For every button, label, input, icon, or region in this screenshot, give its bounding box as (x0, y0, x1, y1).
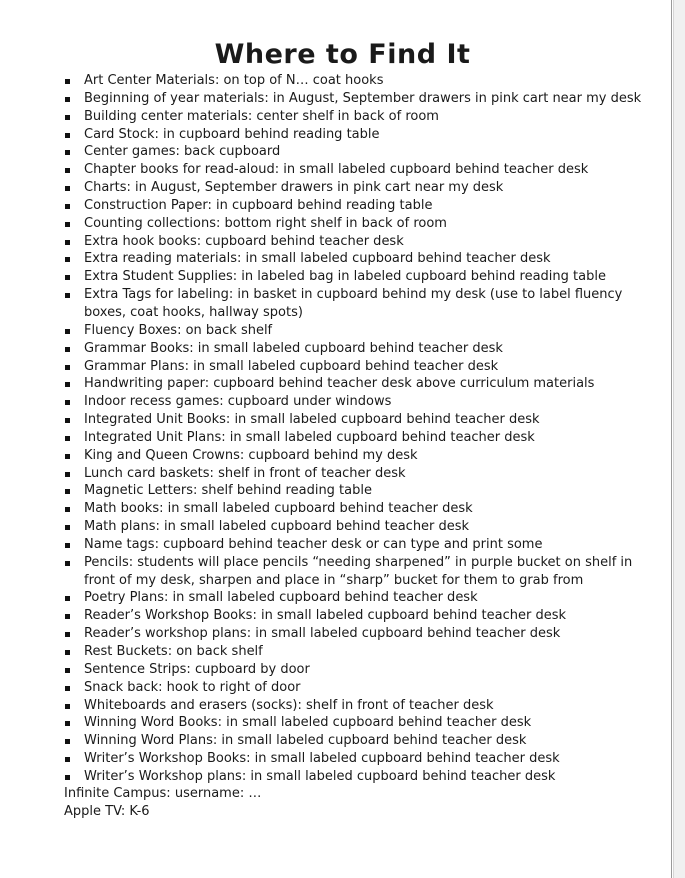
bullet-icon (65, 596, 70, 601)
list-item-text: Counting collections: bottom right shelf in back of room (84, 215, 447, 231)
list-item-text: Integrated Unit Books: in small labeled cupboard behind teacher desk (84, 412, 540, 428)
list-item-text: Charts: in August, September drawers in pink cart near my desk (84, 180, 504, 196)
list-item (64, 661, 644, 679)
bullet-icon (65, 739, 70, 744)
bullet-icon (65, 204, 70, 209)
bullet-icon (65, 79, 70, 84)
infinite-campus-line: Infinite Campus: username: … (64, 786, 262, 801)
list-item (64, 732, 644, 750)
page-title: Where to Find It (214, 39, 471, 70)
list-item-text: Math books: in small labeled cupboard behind teacher desk (84, 501, 473, 517)
bullet-icon (65, 507, 70, 512)
list-item (64, 108, 644, 126)
list-item (64, 179, 644, 197)
list-item-text: Name tags: cupboard behind teacher desk or can type and print some (84, 536, 543, 552)
list-item-text: Construction Paper: in cupboard behind reading table (84, 197, 433, 213)
bullet-icon (65, 472, 70, 477)
list-item-text: Lunch card baskets: shelf in front of teacher desk (84, 465, 406, 481)
list-item-text: Sentence Strips: cupboard by door (84, 661, 310, 677)
list-item-text: Card Stock: in cupboard behind reading table (84, 126, 380, 142)
bullet-icon (65, 489, 70, 494)
bullet-icon (65, 257, 70, 262)
bullet-icon (65, 775, 70, 780)
list-item-text: Fluency Boxes: on back shelf (84, 322, 273, 338)
list-item-text: Grammar Books: in small labeled cupboard behind teacher desk (84, 340, 503, 356)
apple-tv-line: Apple TV: K-6 (64, 804, 150, 819)
list-item (64, 482, 644, 500)
list-item-text: Integrated Unit Plans: in small labeled cupboard behind teacher desk (84, 429, 535, 445)
list-item-text: Extra reading materials: in small labeled cupboard behind teacher desk (84, 251, 551, 267)
list-item (64, 500, 644, 518)
list-item-text: Building center materials: center shelf in back of room (84, 108, 439, 124)
bullet-icon (65, 632, 70, 637)
list-item-text: Art Center Materials: on top of N… coat hooks (84, 73, 384, 88)
list-item (64, 72, 644, 90)
list-item (64, 340, 644, 358)
bullet-icon (65, 115, 70, 120)
bullet-icon (65, 721, 70, 726)
list-item-text: Pencils: students will place pencils “needing sharpened” in purple bucket on shelf in front of my desk, sharpen and place in “sharp” bucket for them to grab from (84, 554, 633, 588)
bullet-icon (65, 400, 70, 405)
list-item (64, 536, 644, 554)
list-item (64, 322, 644, 340)
bullet-icon (65, 293, 70, 298)
list-item (64, 286, 644, 322)
bullet-icon (65, 418, 70, 423)
bullet-icon (65, 561, 70, 566)
list-item (64, 768, 644, 786)
list-item-text: Chapter books for read-aloud: in small labeled cupboard behind teacher desk (84, 162, 589, 178)
bullet-icon (65, 382, 70, 387)
bullet-icon (65, 240, 70, 245)
list-item (64, 393, 644, 411)
list-item (64, 411, 644, 429)
bullet-icon (65, 97, 70, 102)
list-item (64, 679, 644, 697)
list-item-text: Winning Word Plans: in small labeled cupboard behind teacher desk (84, 733, 527, 749)
list-item (64, 554, 644, 590)
list-item (64, 233, 644, 251)
list-item-text: Beginning of year materials: in August, September drawers in pink cart near my desk (84, 90, 642, 106)
list-item-text: Reader’s Workshop Books: in small labeled cupboard behind teacher desk (84, 608, 567, 624)
bullet-icon (65, 222, 70, 227)
list-item (64, 90, 644, 108)
list-item (64, 126, 644, 144)
list-item-text: Magnetic Letters: shelf behind reading table (84, 483, 372, 499)
bullet-icon (65, 365, 70, 370)
list-item-text: Reader’s workshop plans: in small labeled cupboard behind teacher desk (84, 626, 561, 642)
bullet-icon (65, 668, 70, 673)
list-item (64, 250, 644, 268)
bullet-icon (65, 614, 70, 619)
bullet-icon (65, 150, 70, 155)
list-item-text: Extra hook books: cupboard behind teacher desk (84, 233, 404, 249)
vertical-scrollbar[interactable] (673, 0, 685, 878)
bullet-icon (65, 436, 70, 441)
bullet-icon (65, 186, 70, 191)
list-item-text: Poetry Plans: in small labeled cupboard behind teacher desk (84, 590, 478, 606)
location-list (64, 72, 644, 786)
list-item (64, 429, 644, 447)
list-item (64, 465, 644, 483)
list-item (64, 375, 644, 393)
list-item (64, 215, 644, 233)
list-item (64, 358, 644, 376)
bullet-icon (65, 543, 70, 548)
list-item (64, 518, 644, 536)
list-item-text: Extra Tags for labeling: in basket in cupboard behind my desk (use to label fluency boxes, coat hooks, hallway spots) (84, 287, 623, 320)
list-item (64, 268, 644, 286)
list-item-text: Snack back: hook to right of door (84, 679, 301, 695)
bullet-icon (65, 329, 70, 334)
bullet-icon (65, 454, 70, 459)
bullet-icon (65, 686, 70, 691)
list-item (64, 589, 644, 607)
list-item (64, 607, 644, 625)
bullet-icon (65, 650, 70, 655)
list-item-text: Extra Student Supplies: in labeled bag in labeled cupboard behind reading table (84, 269, 606, 285)
bullet-icon (65, 133, 70, 138)
list-item-text: Handwriting paper: cupboard behind teacher desk above curriculum materials (84, 376, 595, 392)
bullet-icon (65, 757, 70, 762)
list-item (64, 625, 644, 643)
list-item (64, 161, 644, 179)
list-item (64, 447, 644, 465)
list-item-text: King and Queen Crowns: cupboard behind my desk (84, 447, 418, 463)
list-item-text: Grammar Plans: in small labeled cupboard behind teacher desk (84, 358, 499, 374)
list-item-text: Writer’s Workshop plans: in small labeled cupboard behind teacher desk (84, 768, 556, 784)
list-item-text: Writer’s Workshop Books: in small labeled cupboard behind teacher desk (84, 751, 560, 767)
list-item (64, 697, 644, 715)
list-item (64, 643, 644, 661)
bullet-icon (65, 704, 70, 709)
bullet-icon (65, 347, 70, 352)
list-item-text: Whiteboards and erasers (socks): shelf in front of teacher desk (84, 697, 494, 713)
list-item (64, 714, 644, 732)
list-item-text: Indoor recess games: cupboard under windows (84, 394, 392, 410)
bullet-icon (65, 275, 70, 280)
list-item-text: Rest Buckets: on back shelf (84, 644, 263, 659)
list-item-text: Center games: back cupboard (84, 144, 281, 160)
bullet-icon (65, 168, 70, 173)
bullet-icon (65, 525, 70, 530)
list-item (64, 750, 644, 768)
list-item (64, 197, 644, 215)
list-item-text: Math plans: in small labeled cupboard behind teacher desk (84, 519, 470, 535)
list-item-text: Winning Word Books: in small labeled cupboard behind teacher desk (84, 715, 532, 731)
list-item (64, 143, 644, 161)
